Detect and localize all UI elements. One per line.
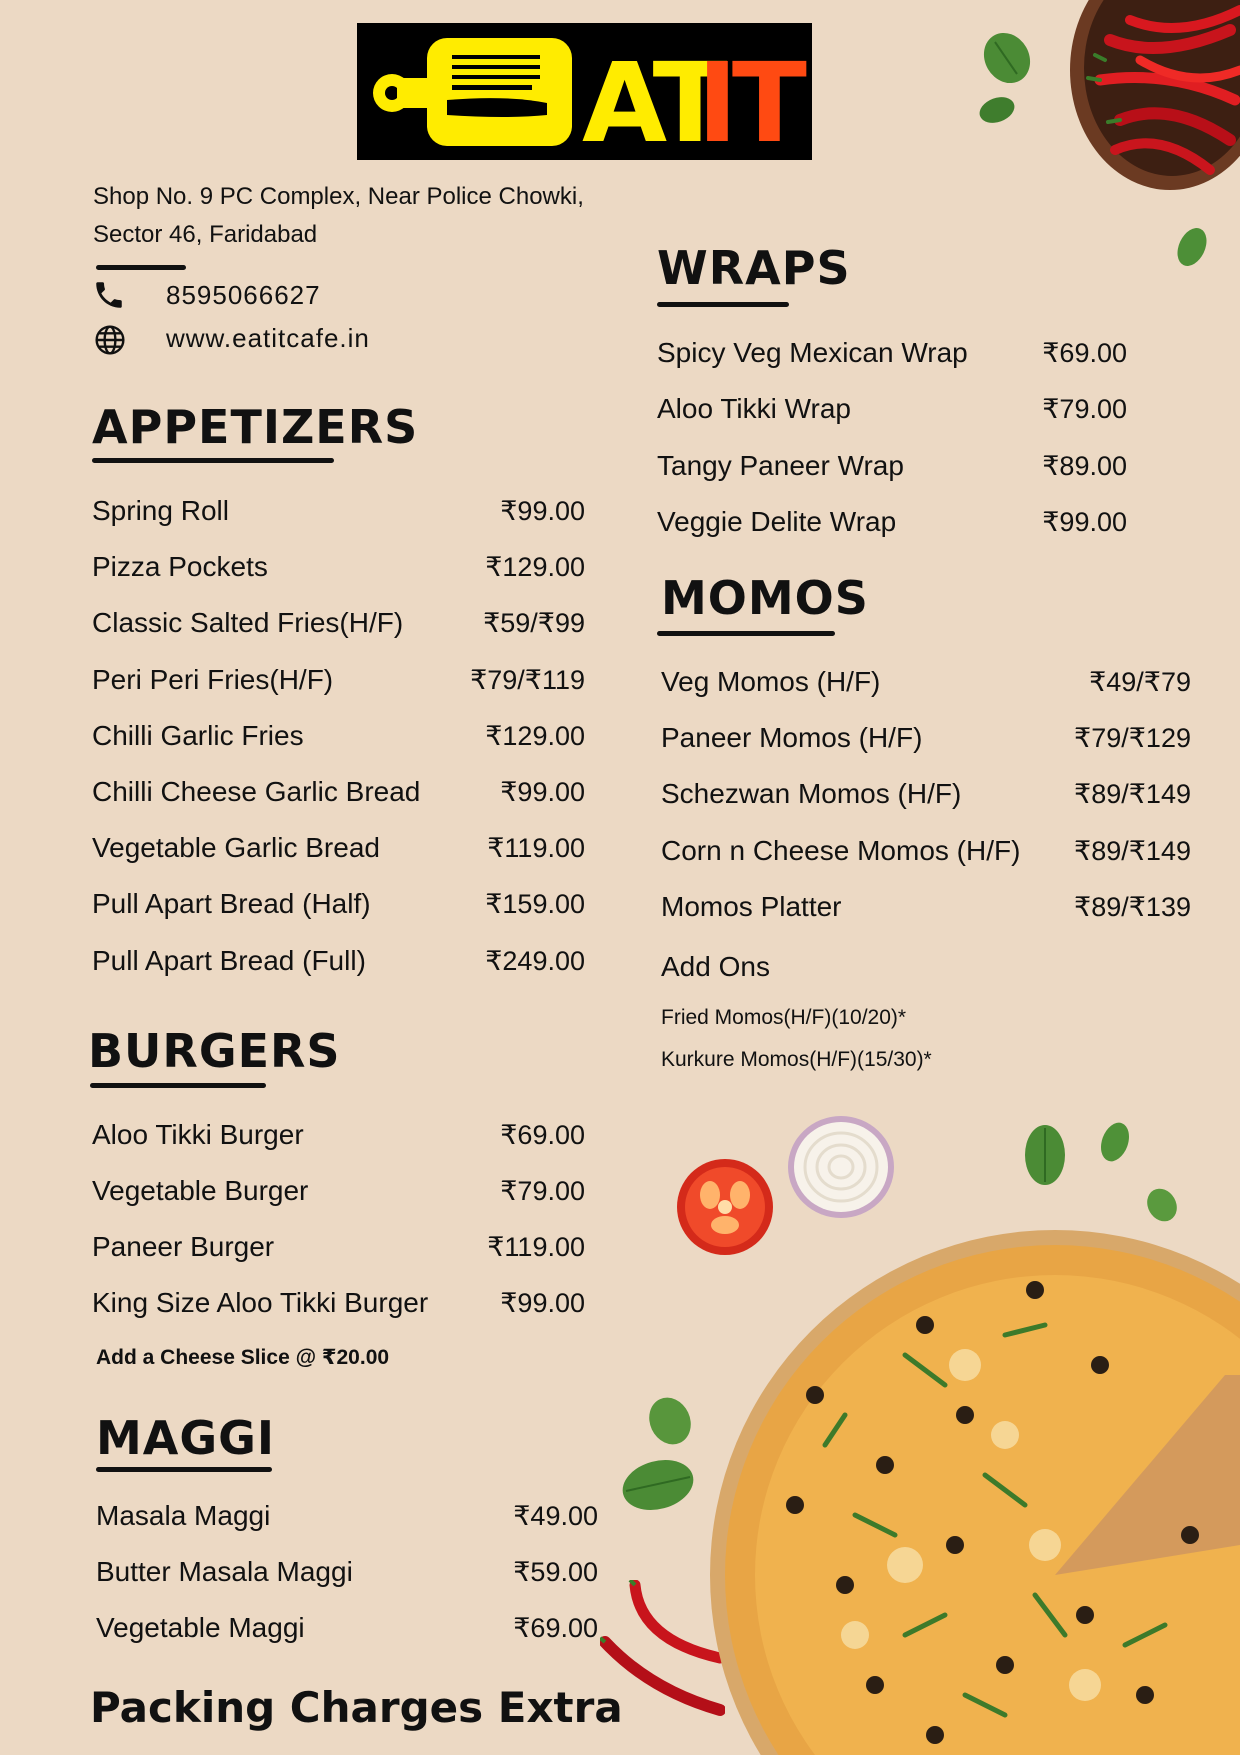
menu-item-name: King Size Aloo Tikki Burger	[92, 1287, 429, 1318]
section-title-wraps: WRAPS	[657, 241, 851, 295]
section-underline	[92, 458, 334, 463]
menu-item-name: Tangy Paneer Wrap	[657, 449, 904, 481]
menu-item	[96, 1500, 600, 1536]
website-url: www.eatitcafe.in	[166, 323, 370, 353]
menu-item-name: Schezwan Momos (H/F)	[661, 778, 962, 810]
menu-item-price: ₹119.00	[487, 833, 585, 864]
menu-item-price: ₹99.00	[500, 777, 585, 807]
website-row[interactable]	[92, 322, 492, 358]
logo-text-at: AT	[582, 39, 722, 160]
addon-item: Kurkure Momos(H/F)(15/30)*	[661, 1048, 932, 1071]
menu-item-price: ₹99.00	[500, 1288, 585, 1318]
section-underline	[657, 302, 789, 307]
menu-item	[92, 776, 587, 812]
section-underline	[90, 1083, 266, 1088]
menu-item-name: Masala Maggi	[96, 1500, 271, 1531]
menu-item-name: Aloo Tikki Burger	[92, 1119, 304, 1150]
pizza-image	[705, 1215, 1240, 1755]
basil-leaf-image	[975, 30, 1045, 130]
menu-item-name: Aloo Tikki Wrap	[657, 393, 851, 425]
section-title-appetizers: APPETIZERS	[92, 400, 419, 454]
section-title-burgers: BURGERS	[88, 1024, 341, 1078]
menu-item-name: Chilli Cheese Garlic Bread	[92, 776, 421, 807]
menu-item-price: ₹79/₹129	[1074, 723, 1191, 754]
menu-item-price: ₹89/₹149	[1074, 835, 1191, 866]
phone-icon	[92, 278, 126, 312]
address	[93, 178, 584, 254]
menu-item	[657, 393, 1172, 429]
menu-item-price: ₹129.00	[485, 720, 585, 751]
appetizers-list	[92, 495, 587, 985]
menu-item-name: Pull Apart Bread (Full)	[92, 944, 366, 976]
phone-row[interactable]	[92, 278, 492, 314]
menu-item	[92, 1119, 587, 1155]
phone-number: 8595066627	[166, 280, 321, 310]
menu-item-price: ₹99.00	[500, 496, 585, 526]
menu-item-name: Spring Roll	[92, 495, 229, 526]
menu-item-price: ₹79.00	[500, 1176, 585, 1206]
menu-item-name: Vegetable Maggi	[96, 1612, 305, 1643]
menu-item	[92, 664, 587, 700]
menu-item-name: Spicy Veg Mexican Wrap	[657, 337, 968, 368]
menu-item	[661, 835, 1191, 871]
menu-item	[661, 778, 1191, 814]
globe-icon	[94, 324, 126, 356]
menu-item	[661, 666, 1191, 702]
menu-item-name: Paneer Momos (H/F)	[661, 722, 923, 754]
menu-item-name: Momos Platter	[661, 890, 842, 922]
menu-item	[92, 720, 587, 756]
menu-item-price: ₹69.00	[1042, 338, 1127, 368]
menu-item-price: ₹49.00	[513, 1501, 598, 1531]
logo-text-it: IT	[697, 39, 801, 160]
section-title-momos: MOMOS	[661, 571, 869, 625]
menu-item-name: Classic Salted Fries(H/F)	[92, 607, 404, 639]
menu-item-price: ₹89/₹149	[1074, 779, 1191, 810]
menu-item	[92, 1287, 587, 1323]
menu-item-name: Veggie Delite Wrap	[657, 505, 897, 537]
addon-item: Fried Momos(H/F)(10/20)*	[661, 1006, 907, 1029]
menu-item	[92, 945, 587, 981]
menu-item-price: ₹49/₹79	[1089, 667, 1191, 697]
menu-item-name: Peri Peri Fries(H/F)	[92, 663, 334, 695]
menu-item-name: Pizza Pockets	[92, 551, 268, 583]
menu-item	[92, 832, 587, 868]
menu-item-price: ₹129.00	[485, 552, 585, 583]
menu-item-name: Butter Masala Maggi	[96, 1556, 353, 1587]
menu-item	[92, 495, 587, 531]
menu-item-price: ₹69.00	[513, 1613, 598, 1643]
brand-logo	[357, 23, 812, 160]
menu-item	[661, 891, 1191, 927]
menu-item-name: Pull Apart Bread (Half)	[92, 888, 371, 920]
menu-item-name: Vegetable Burger	[92, 1175, 309, 1206]
momos-list	[661, 666, 1191, 936]
address-line-2: Sector 46, Faridabad	[93, 221, 318, 248]
menu-item	[92, 607, 587, 643]
menu-item-price: ₹119.00	[487, 1232, 585, 1262]
packing-charges-note: Packing Charges Extra	[90, 1683, 623, 1732]
basil-leaf-image	[618, 1395, 698, 1515]
section-title-maggi: MAGGI	[96, 1411, 276, 1465]
section-underline	[96, 1467, 272, 1472]
menu-item-name: Chilli Garlic Fries	[92, 719, 304, 751]
menu-item-name: Paneer Burger	[92, 1231, 275, 1262]
menu-item-price: ₹59/₹99	[483, 608, 585, 639]
menu-item-name: Corn n Cheese Momos (H/F)	[661, 834, 1021, 866]
maggi-list	[96, 1500, 600, 1670]
menu-item-name: Vegetable Garlic Bread	[92, 832, 380, 864]
menu-item-name: Veg Momos (H/F)	[661, 666, 881, 697]
cheese-slice-note: Add a Cheese Slice @ ₹20.00	[96, 1346, 390, 1369]
menu-item	[657, 337, 1172, 373]
menu-item-price: ₹159.00	[485, 889, 585, 920]
menu-item	[92, 888, 587, 924]
addons-title: Add Ons	[661, 951, 770, 982]
divider	[96, 265, 186, 270]
menu-item	[92, 551, 587, 587]
menu-item	[96, 1556, 600, 1592]
menu-item	[92, 1231, 587, 1267]
section-underline	[657, 631, 835, 636]
menu-item	[657, 506, 1172, 542]
menu-item-price: ₹59.00	[513, 1557, 598, 1587]
basil-leaf-image	[1172, 222, 1212, 272]
onion-slice-image	[785, 1113, 897, 1221]
menu-item	[661, 722, 1191, 758]
menu-item-price: ₹89/₹139	[1074, 891, 1191, 922]
menu-item-price: ₹99.00	[1042, 506, 1127, 537]
menu-item-price: ₹89.00	[1042, 450, 1127, 481]
menu-item	[657, 450, 1172, 486]
burgers-list	[92, 1119, 587, 1339]
menu-item	[92, 1175, 587, 1211]
wraps-list	[657, 337, 1172, 547]
menu-item-price: ₹69.00	[500, 1120, 585, 1150]
menu-item-price: ₹79/₹119	[470, 664, 585, 695]
menu-item-price: ₹249.00	[485, 945, 585, 976]
menu-item	[96, 1612, 600, 1648]
chili-bowl-image	[1040, 0, 1240, 200]
address-line-1: Shop No. 9 PC Complex, Near Police Chowki,	[93, 183, 584, 210]
menu-item-price: ₹79.00	[1042, 394, 1127, 425]
